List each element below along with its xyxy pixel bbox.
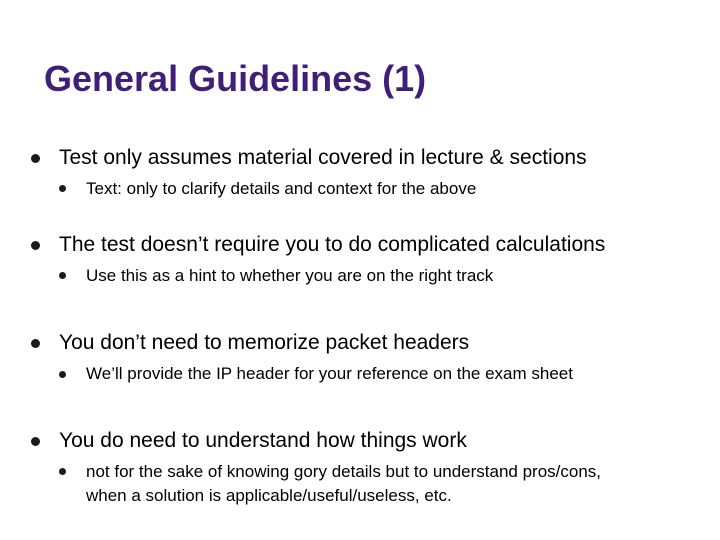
- bullet-text-3: You don’t need to memorize packet headers: [59, 331, 470, 354]
- sub-bullet-text-4b: when a solution is applicable/useful/useless, etc.: [86, 486, 452, 505]
- bullet-text-4: You do need to understand how things work: [59, 429, 467, 452]
- slide-title: General Guidelines (1): [44, 58, 427, 99]
- sub-bullet-icon: [59, 272, 66, 279]
- bullet-icon: [31, 339, 40, 348]
- bullet-icon: [31, 437, 40, 446]
- sub-bullet-icon: [59, 185, 66, 192]
- bullet-text-1: Test only assumes material covered in lecture & sections: [59, 146, 587, 169]
- sub-bullet-icon: [59, 468, 66, 475]
- bullet-icon: [31, 154, 40, 163]
- sub-bullet-text-4a: not for the sake of knowing gory details but to understand pros/cons,: [86, 462, 602, 481]
- sub-bullet-icon: [59, 371, 66, 378]
- sub-bullet-text-1: Text: only to clarify details and context for the above: [86, 179, 477, 198]
- bullet-text-2: The test doesn’t require you to do complicated calculations: [59, 233, 606, 256]
- bullet-icon: [31, 241, 40, 250]
- sub-bullet-text-2: Use this as a hint to whether you are on the right track: [86, 266, 494, 285]
- sub-bullet-text-3: We’ll provide the IP header for your reference on the exam sheet: [86, 364, 573, 383]
